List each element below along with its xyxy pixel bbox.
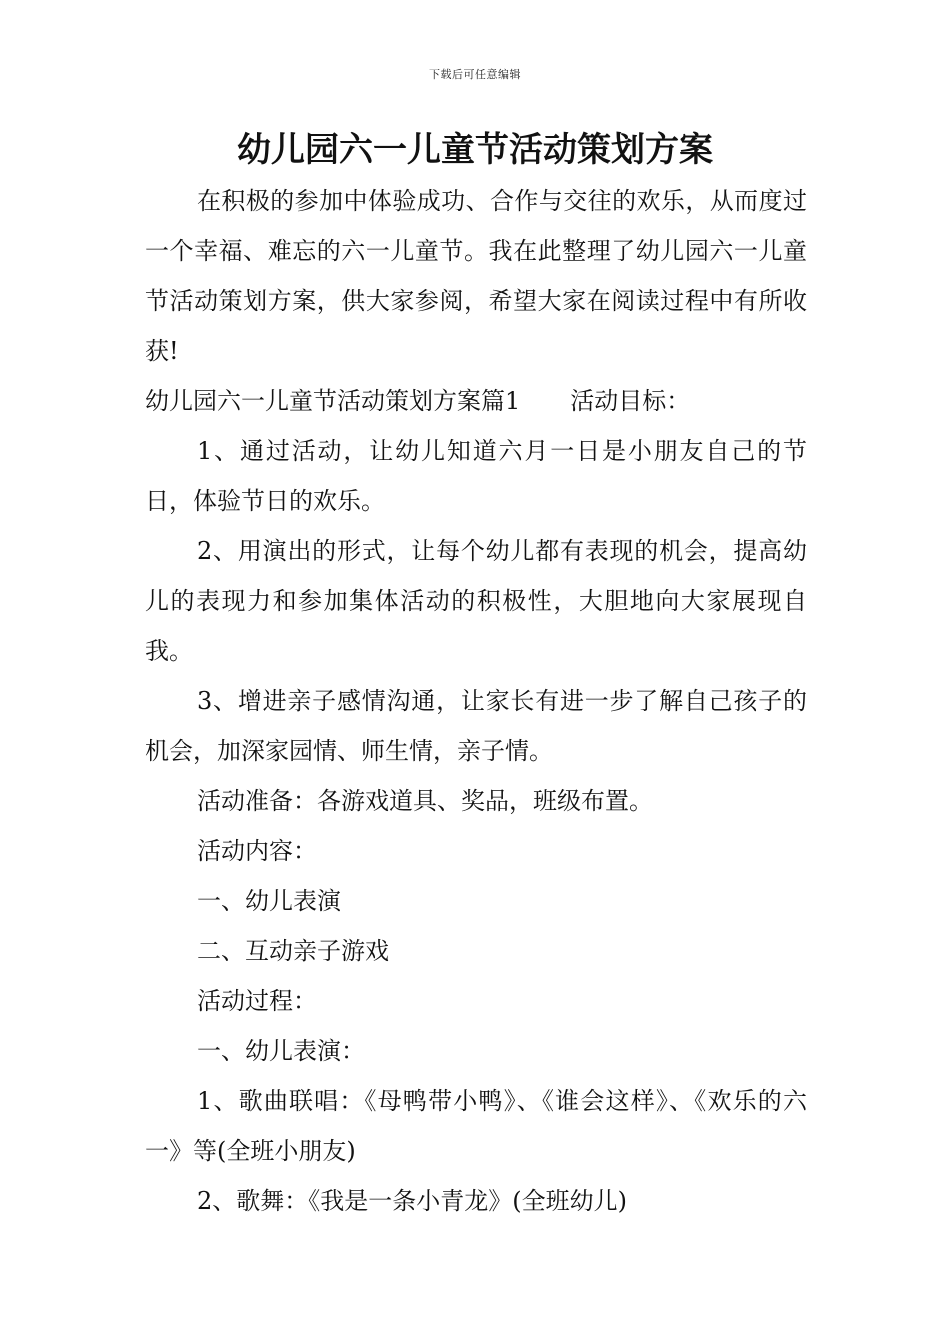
goal-item-2: 2、用演出的形式，让每个幼儿都有表现的机会，提高幼儿的表现力和参加集体活动的积极性，大胆地向大家展现自我。: [145, 537, 807, 665]
process-section-1: 一、幼儿表演：: [197, 1037, 365, 1065]
section-title: 幼儿园六一儿童节活动策划方案篇1: [145, 387, 521, 415]
preparation-paragraph: 活动准备：各游戏道具、奖品，班级布置。: [197, 787, 653, 815]
process-item-2: 2、歌舞：《我是一条小青龙》(全班幼儿): [197, 1187, 627, 1215]
intro-paragraph: 在积极的参加中体验成功、合作与交往的欢乐，从而度过一个幸福、难忘的六一儿童节。我在此整理了幼儿园六一儿童节活动策划方案，供大家参阅，希望大家在阅读过程中有所收获!: [145, 187, 807, 365]
goal-item-1: 1、通过活动，让幼儿知道六月一日是小朋友自己的节日，体验节日的欢乐。: [145, 437, 807, 515]
header-note: 下载后可任意编辑: [429, 68, 521, 81]
goal-label: 活动目标：: [570, 387, 691, 415]
document-body: [145, 176, 807, 1226]
goal-item-3: 3、增进亲子感情沟通，让家长有进一步了解自己孩子的机会，加深家园情、师生情，亲子情。: [145, 687, 807, 765]
document-title: 幼儿园六一儿童节活动策划方案: [237, 130, 713, 170]
content-item-1: 一、幼儿表演: [197, 887, 341, 915]
process-item-1: 1、歌曲联唱：《母鸭带小鸭》、《谁会这样》、《欢乐的六一》等(全班小朋友): [145, 1087, 807, 1165]
content-label: 活动内容：: [197, 837, 317, 865]
content-item-2: 二、互动亲子游戏: [197, 937, 389, 965]
process-label: 活动过程：: [197, 987, 317, 1015]
section-heading-line: [145, 376, 807, 426]
